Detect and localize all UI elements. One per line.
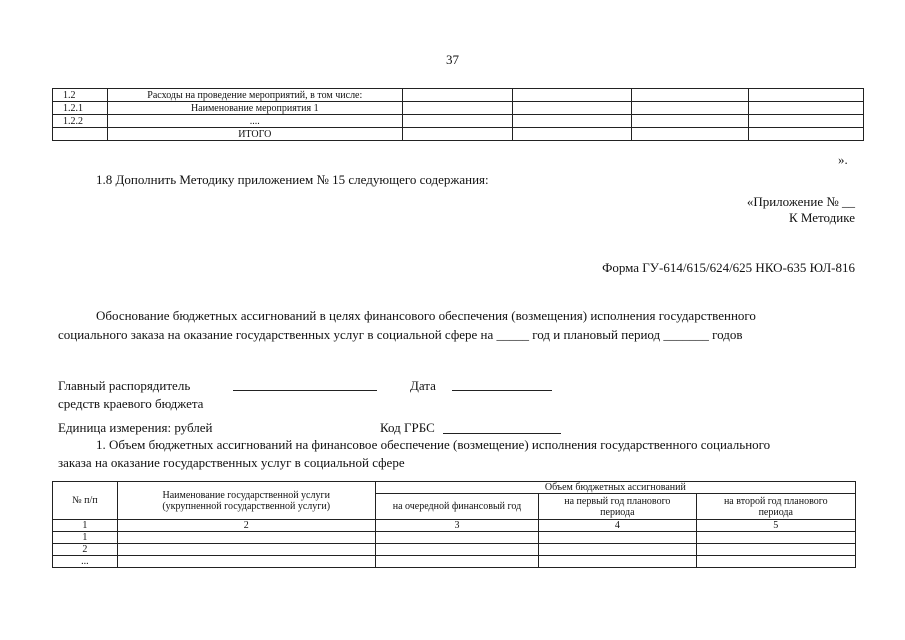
column-number: 3 xyxy=(375,520,538,532)
header-year-2-line-1: на второй год планового xyxy=(723,495,828,507)
appendix-line-1: «Приложение № __ xyxy=(746,194,855,209)
header-group: Объем бюджетных ассигнований xyxy=(375,482,855,494)
column-number: 2 xyxy=(117,520,375,532)
header-service-name-line-2: (укрупненной государственной услуги) xyxy=(162,500,331,512)
form-code: Форма ГУ-614/615/624/625 НКО-635 ЮЛ-816 xyxy=(602,260,855,275)
manager-label-line-1: Главный распорядитель xyxy=(58,378,191,393)
table-row xyxy=(53,115,864,128)
row-number: 1.2.1 xyxy=(53,102,108,115)
table-cell xyxy=(749,128,864,141)
unit-label: Единица измерения: рублей xyxy=(58,420,213,435)
table-cell xyxy=(513,115,632,128)
table-row xyxy=(53,532,856,544)
column-number: 1 xyxy=(53,520,118,532)
table-cell xyxy=(696,544,855,556)
table-row xyxy=(53,556,856,568)
table-cell xyxy=(117,556,375,568)
header-year-0: на очередной финансовый год xyxy=(375,494,538,520)
grbs-line xyxy=(443,433,561,434)
row-number: ... xyxy=(53,556,118,568)
header-year-1-line-1: на первый год планового xyxy=(564,495,671,507)
table-cell xyxy=(632,128,749,141)
table-cell xyxy=(696,532,855,544)
section-title-line-1: 1. Объем бюджетных ассигнований на финансовое обеспечение (возмещение) исполнения государственного социального xyxy=(96,437,771,452)
header-year-2 xyxy=(696,494,855,520)
table-cell xyxy=(539,532,696,544)
table-cell xyxy=(513,89,632,102)
table-cell xyxy=(402,128,513,141)
row-number: 2 xyxy=(53,544,118,556)
table-cell xyxy=(749,115,864,128)
amend-line: 1.8 Дополнить Методику приложением № 15 следующего содержания: xyxy=(96,172,489,187)
table-cell xyxy=(539,544,696,556)
table-row xyxy=(53,89,864,102)
expense-table xyxy=(52,88,864,141)
table-row xyxy=(53,128,864,141)
table-cell xyxy=(375,556,538,568)
manager-label-line-2: средств краевого бюджета xyxy=(58,396,204,411)
row-number xyxy=(53,128,108,141)
table-cell xyxy=(375,544,538,556)
closing-quote: ». xyxy=(838,152,848,167)
row-number: 1 xyxy=(53,532,118,544)
header-service-name xyxy=(117,482,375,520)
table-cell xyxy=(749,89,864,102)
row-name: Наименование мероприятия 1 xyxy=(107,102,402,115)
table-row xyxy=(53,102,864,115)
row-number: 1.2.2 xyxy=(53,115,108,128)
grbs-label: Код ГРБС xyxy=(380,420,435,435)
row-name: ИТОГО xyxy=(107,128,402,141)
row-name: .... xyxy=(107,115,402,128)
table-cell xyxy=(402,115,513,128)
column-number: 5 xyxy=(696,520,855,532)
table-cell xyxy=(402,89,513,102)
table-cell xyxy=(696,556,855,568)
table-cell xyxy=(117,532,375,544)
table-cell xyxy=(375,532,538,544)
column-number-row xyxy=(53,520,856,532)
section-title-line-2: заказа на оказание государственных услуг в социальной сфере xyxy=(58,455,405,470)
header-year-1-line-2: периода xyxy=(600,506,635,518)
appendix-line-2: К Методике xyxy=(788,210,855,225)
form-title-line-2: социального заказа на оказание государственных услуг в социальной сфере на _____ год и плановый период _______ годов xyxy=(58,327,743,342)
table-cell xyxy=(539,556,696,568)
date-label: Дата xyxy=(410,378,436,393)
services-table xyxy=(52,481,856,568)
date-line xyxy=(452,390,552,391)
manager-signature-line xyxy=(233,390,377,391)
header-num: № п/п xyxy=(53,482,118,520)
header-service-name-line-1: Наименование государственной услуги xyxy=(162,489,330,501)
table-row xyxy=(53,544,856,556)
column-number: 4 xyxy=(539,520,696,532)
table-cell xyxy=(513,128,632,141)
table-cell xyxy=(117,544,375,556)
form-title-line-1: Обоснование бюджетных ассигнований в целях финансового обеспечения (возмещения) исполнения государственного xyxy=(96,308,756,323)
table-cell xyxy=(632,102,749,115)
table-cell xyxy=(402,102,513,115)
table-cell xyxy=(513,102,632,115)
row-name: Расходы на проведение мероприятий, в том числе: xyxy=(107,89,402,102)
header-year-1 xyxy=(539,494,696,520)
table-cell xyxy=(749,102,864,115)
table-cell xyxy=(632,115,749,128)
header-year-2-line-2: периода xyxy=(758,506,793,518)
table-header-row xyxy=(53,482,856,494)
page-number: 37 xyxy=(446,52,459,67)
row-number: 1.2 xyxy=(53,89,108,102)
table-cell xyxy=(632,89,749,102)
